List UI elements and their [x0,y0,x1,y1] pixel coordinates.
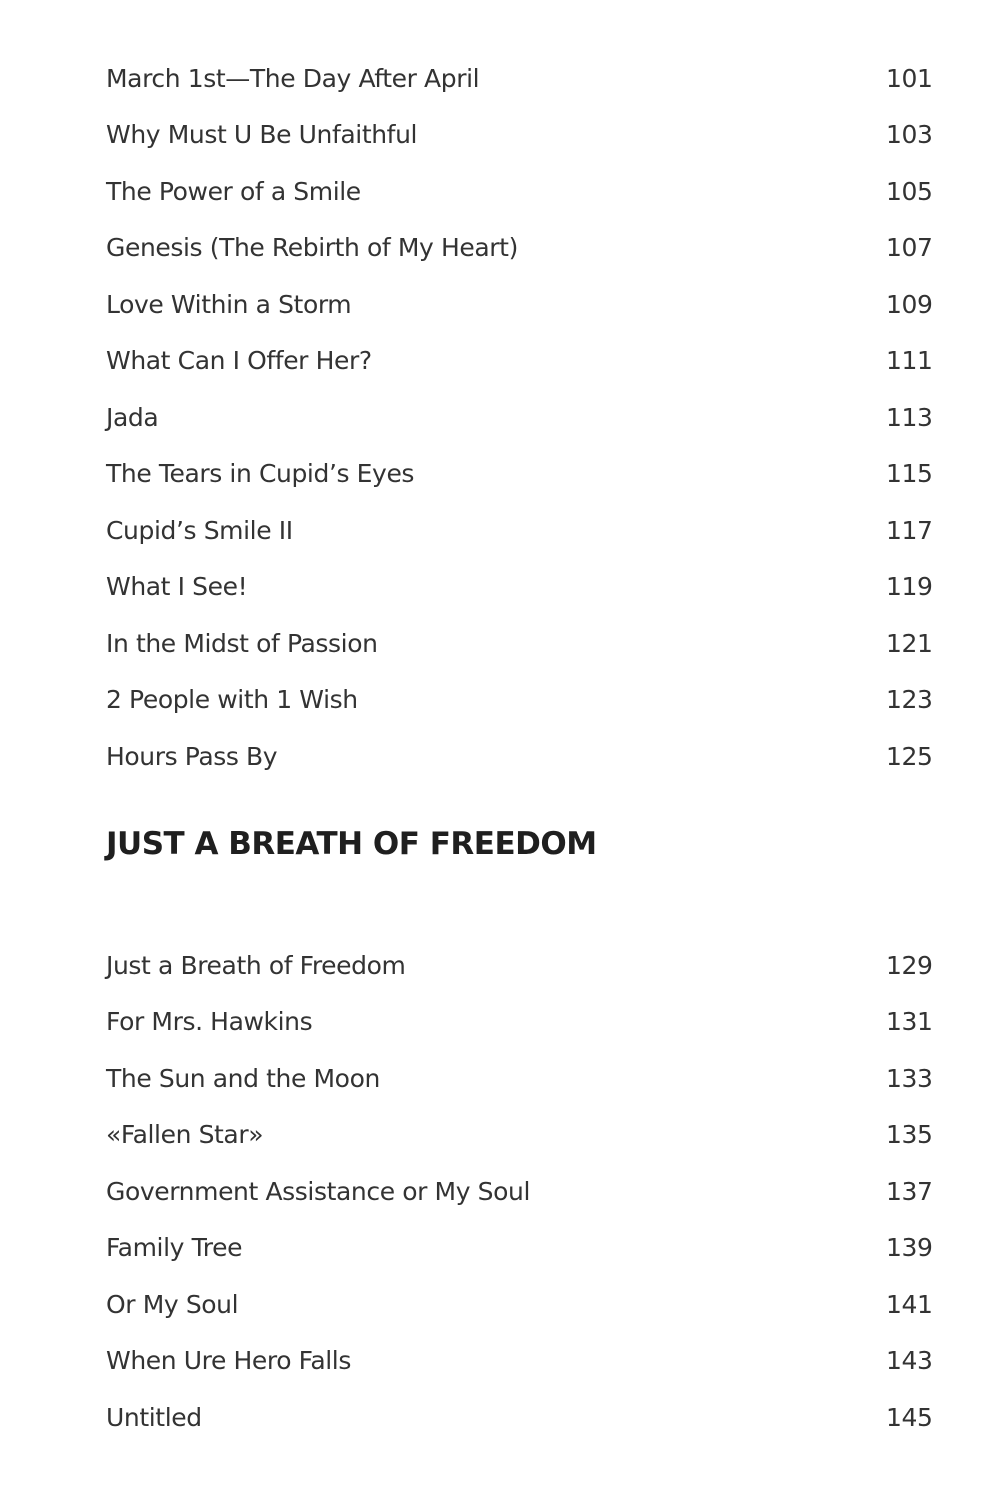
toc-entry-page: 119 [886,572,933,602]
toc-entry-title: In the Midst of Passion [106,628,378,658]
toc-entry [106,559,936,616]
toc-entry-page: 105 [886,176,933,206]
toc-entry [106,502,936,559]
toc-entry [106,1163,936,1220]
toc-entry-page: 101 [886,63,933,93]
toc-entry-title: Love Within a Storm [106,289,352,319]
toc-entry-page: 131 [886,1007,933,1037]
toc-entry-page: 107 [886,233,933,263]
toc-entry [106,107,936,164]
toc-entry [106,1276,936,1333]
toc-entry [106,672,936,729]
toc-entry-title: Or My Soul [106,1289,239,1319]
toc-entry [106,50,936,107]
toc-entry-page: 113 [886,402,933,432]
toc-entry-title: Genesis (The Rebirth of My Heart) [106,233,518,263]
toc-entry [106,1050,936,1107]
toc-entry-page: 141 [886,1289,933,1319]
toc-entry [106,276,936,333]
toc-entry-page: 123 [886,685,933,715]
toc-entry-title: 2 People with 1 Wish [106,685,358,715]
toc-entry-page: 145 [886,1402,933,1432]
toc-entry-page: 115 [886,459,933,489]
toc-entry [106,994,936,1051]
toc-entry [106,1389,936,1446]
toc-entry-title: Cupid’s Smile II [106,515,293,545]
toc-entry [106,446,936,503]
toc-entry-title: Untitled [106,1402,202,1432]
toc-entry-title: Jada [106,402,159,432]
toc-entry-title: The Tears in Cupid’s Eyes [106,459,415,489]
toc-entry-title: The Power of a Smile [106,176,361,206]
toc-entry-title: For Mrs. Hawkins [106,1007,313,1037]
toc-entry [106,728,936,785]
toc-entry-page: 125 [886,741,933,771]
toc-entry-title: Just a Breath of Freedom [106,950,406,980]
toc-entry-page: 117 [886,515,933,545]
toc-entry [106,937,936,994]
toc-entry-page: 109 [886,289,933,319]
toc-entry-page: 129 [886,950,933,980]
toc-entry-page: 121 [886,628,933,658]
toc-entry-title: What I See! [106,572,248,602]
toc-entry [106,389,936,446]
toc-entry [106,1333,936,1390]
toc-entry-title: «Fallen Star» [106,1120,264,1150]
toc-entry-title: Government Assistance or My Soul [106,1176,531,1206]
toc-entry [106,163,936,220]
toc-entry [106,1220,936,1277]
toc-list-section-2 [106,937,936,1446]
toc-entry-title: Hours Pass By [106,741,278,771]
section-heading: JUST A BREATH OF FREEDOM [106,826,597,862]
toc-entry [106,220,936,277]
toc-entry-title: Why Must U Be Unfaithful [106,120,418,150]
toc-entry [106,615,936,672]
toc-entry-title: March 1st—The Day After April [106,63,480,93]
toc-entry-title: When Ure Hero Falls [106,1346,351,1376]
toc-entry-page: 135 [886,1120,933,1150]
toc-entry-title: What Can I Offer Her? [106,346,372,376]
toc-entry-page: 143 [886,1346,933,1376]
toc-entry-title: Family Tree [106,1233,243,1263]
toc-entry-page: 111 [886,346,933,376]
toc-entry-page: 139 [886,1233,933,1263]
toc-entry-page: 133 [886,1063,933,1093]
toc-entry [106,1107,936,1164]
toc-entry-title: The Sun and the Moon [106,1063,380,1093]
toc-entry-page: 137 [886,1176,933,1206]
toc-entry-page: 103 [886,120,933,150]
toc-list-section-1 [106,50,936,785]
toc-entry [106,333,936,390]
